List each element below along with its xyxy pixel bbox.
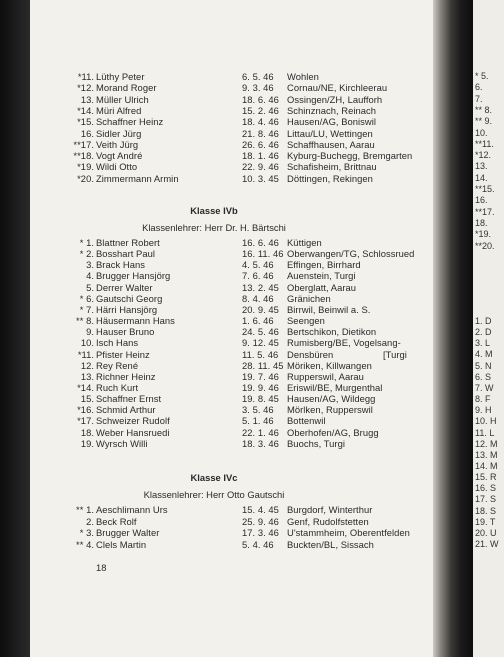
student-number: *14. <box>77 381 94 393</box>
student-number: *14. <box>77 104 94 116</box>
next-page-fragment: ** 9. <box>475 116 493 127</box>
student-hometown: Oberhofen/AG, Brugg <box>287 426 379 438</box>
student-hometown: Littau/LU, Wettingen <box>287 127 373 139</box>
student-hometown: Küttigen <box>287 237 322 248</box>
student-name: Zimmermann Armin <box>96 172 179 184</box>
student-number: ** 4. <box>76 538 94 550</box>
student-name: Clels Martin <box>96 538 147 550</box>
student-hometown: Gränichen <box>287 292 331 304</box>
next-page-fragment: *12. <box>475 150 492 161</box>
student-birthdate: 17. 3. 46 <box>242 527 279 538</box>
student-hometown: Kyburg-Buchegg, Bremgarten <box>287 150 413 162</box>
next-page-edge <box>473 0 504 657</box>
student-birthdate: 18. 6. 46 <box>242 93 279 105</box>
student-hometown: U'stammheim, Oberentfelden <box>287 527 410 538</box>
student-birthdate: 15. 2. 46 <box>242 104 279 116</box>
next-page-fragment: 4. M <box>475 349 493 360</box>
student-birthdate: 13. 2. 45 <box>242 281 279 293</box>
student-birthdate: 9. 3. 46 <box>242 82 274 94</box>
student-number: **18. <box>73 150 94 162</box>
next-page-fragment: 12. M <box>475 438 498 449</box>
student-hometown: Möriken, Killwangen <box>287 359 372 371</box>
student-number: * 2. <box>79 248 94 260</box>
student-hometown: Birrwil, Beinwil a. S. <box>287 303 371 315</box>
student-number: 19. <box>80 437 94 449</box>
next-page-fragment: 6. S <box>475 371 492 382</box>
student-name: Isch Hans <box>96 337 139 349</box>
next-page-fragment: 8. F <box>475 394 491 405</box>
next-page-fragment: **20. <box>475 240 495 251</box>
student-birthdate: 10. 3. 45 <box>242 172 279 184</box>
student-name: Richner Heinz <box>96 370 156 382</box>
student-name: Rey René <box>96 359 139 371</box>
student-birthdate: 18. 4. 46 <box>242 116 279 128</box>
student-hometown: Ossingen/ZH, Laufforh <box>287 93 383 105</box>
student-name: Schaffner Ernst <box>96 393 162 405</box>
student-birthdate: 5. 4. 46 <box>242 538 274 550</box>
student-hometown: Buochs, Turgi <box>287 437 345 449</box>
next-page-fragment: **11. <box>475 138 494 149</box>
next-page-fragment: *19. <box>475 229 492 240</box>
student-name: Müri Alfred <box>96 104 142 116</box>
next-page-fragment: 13. M <box>475 449 498 460</box>
next-page-fragment: 6. <box>475 82 483 93</box>
student-number: 10. <box>80 337 94 349</box>
student-name: Veith Jürg <box>96 138 139 150</box>
student-number: ** 1. <box>76 504 94 515</box>
student-birthdate: 9. 12. 45 <box>242 337 279 349</box>
student-name: Wildi Otto <box>96 161 138 173</box>
student-number: 18. <box>80 426 94 438</box>
student-name: Weber Hansruedi <box>96 426 170 438</box>
book-page <box>30 0 433 657</box>
student-name: Brugger Hansjörg <box>96 270 171 282</box>
student-birthdate: 5. 1. 46 <box>242 415 274 427</box>
student-number: *11. <box>77 348 94 360</box>
student-hometown: Densbüren <box>287 348 334 360</box>
next-page-fragment: 7. W <box>475 382 494 393</box>
student-birthdate: 7. 6. 46 <box>242 270 274 282</box>
class-heading-ivc: Klasse IVc <box>190 472 238 483</box>
student-birthdate: 16. 6. 46 <box>242 237 279 248</box>
next-page-fragment: * 5. <box>475 71 489 81</box>
student-hometown: Schafisheim, Brittnau <box>287 161 377 173</box>
student-hometown: Bertschikon, Dietikon <box>287 326 377 338</box>
student-number: *15. <box>77 116 94 128</box>
student-name: Hauser Bruno <box>96 326 155 338</box>
book-spine-edge <box>0 0 30 657</box>
student-birthdate: 15. 4. 45 <box>242 504 279 515</box>
student-number: *11. <box>77 71 94 82</box>
next-page-fragment: 13. <box>475 161 488 172</box>
student-name: Ruch Kurt <box>96 381 139 393</box>
next-page-fragment: ** 8. <box>475 104 493 115</box>
next-page-fragment: **15. <box>475 184 495 194</box>
student-number: *20. <box>77 172 94 184</box>
student-name: Schweizer Rudolf <box>96 415 170 427</box>
student-name: Lüthy Peter <box>96 71 145 82</box>
student-name: Blattner Robert <box>96 237 160 248</box>
student-hometown: Rupperswil, Aarau <box>287 370 364 382</box>
student-hometown: Genf, Rudolfstetten <box>287 515 369 527</box>
student-hometown: Cornau/NE, Kirchleerau <box>287 82 388 94</box>
student-name: Morand Roger <box>96 82 157 94</box>
student-birthdate: 25. 9. 46 <box>242 515 279 527</box>
student-hometown: Wohlen <box>287 71 319 82</box>
student-name: Schaffner Heinz <box>96 116 164 128</box>
next-page-fragment: 11. L <box>475 427 495 438</box>
class-teacher-ivc: Klassenlehrer: Herr Otto Gautschi <box>143 489 285 500</box>
next-page-fragment: 20. U <box>475 527 497 538</box>
student-number: 16. <box>80 127 94 139</box>
student-name: Müller Ulrich <box>96 93 149 105</box>
student-number: ** 8. <box>76 315 94 327</box>
student-name: Bosshart Paul <box>96 248 156 260</box>
student-number: 2. <box>86 515 94 527</box>
student-name: Aeschlimann Urs <box>96 504 168 515</box>
next-page-fragment: 15. R <box>475 472 497 483</box>
next-page-fragment: 7. <box>475 93 483 104</box>
student-hometown: Hausen/AG, Wildegg <box>287 393 376 405</box>
student-number: 4. <box>86 270 94 282</box>
student-number: 5. <box>86 281 94 293</box>
student-birthdate: 19. 7. 46 <box>242 370 279 382</box>
student-name: Beck Rolf <box>96 515 137 527</box>
student-name: Derrer Walter <box>96 281 153 293</box>
student-hometown-continuation: [Turgi <box>383 348 407 360</box>
next-page-fragment: 3. L <box>475 338 491 349</box>
student-birthdate: 20. 9. 45 <box>242 303 279 315</box>
student-number: * 3. <box>79 527 94 538</box>
student-birthdate: 26. 6. 46 <box>242 138 279 150</box>
next-page-fragment: 16. S <box>475 483 497 494</box>
next-page-fragment: 1. D <box>475 316 492 326</box>
student-birthdate: 22. 9. 46 <box>242 161 279 173</box>
student-hometown: Auenstein, Turgi <box>287 270 356 282</box>
student-name: Sidler Jürg <box>96 127 142 139</box>
next-page-fragment: 18. S <box>475 505 497 516</box>
student-number: * 7. <box>79 303 94 315</box>
next-page-fragment: 14. M <box>475 460 498 471</box>
student-number: 13. <box>80 93 94 105</box>
student-hometown: Oberwangen/TG, Schlossrued <box>287 248 415 260</box>
student-birthdate: 4. 5. 46 <box>242 259 274 271</box>
next-page-fragment: 5. N <box>475 360 492 371</box>
student-name: Häusermann Hans <box>96 315 175 327</box>
student-name: Pfister Heinz <box>96 348 150 360</box>
next-page-fragment: **17. <box>475 206 495 217</box>
student-hometown: Döttingen, Rekingen <box>287 172 373 184</box>
student-number: *19. <box>77 161 94 173</box>
page-number: 18 <box>96 562 107 573</box>
student-name: Brugger Walter <box>96 527 160 538</box>
student-hometown: Schaffhausen, Aarau <box>287 138 375 150</box>
next-page-fragment: 9. H <box>475 405 492 416</box>
student-number: **17. <box>73 138 94 150</box>
student-birthdate: 21. 8. 46 <box>242 127 279 139</box>
student-hometown: Oberglatt, Aarau <box>287 281 357 293</box>
student-birthdate: 6. 5. 46 <box>242 71 274 82</box>
student-number: 9. <box>86 326 94 338</box>
next-page-fragment: 10. H <box>475 416 497 427</box>
student-birthdate: 24. 5. 46 <box>242 326 279 338</box>
student-hometown: Hausen/AG, Boniswil <box>287 116 377 128</box>
student-hometown: Rumisberg/BE, Vogelsang- <box>287 337 401 349</box>
student-hometown: Schinznach, Reinach <box>287 104 377 116</box>
student-name: Gautschi Georg <box>96 292 163 304</box>
next-page-fragment: 18. <box>475 217 488 228</box>
next-page-fragment: 16. <box>475 195 488 206</box>
next-page-fragment: 14. <box>475 172 488 183</box>
student-hometown: Bottenwil <box>287 415 326 427</box>
student-birthdate: 3. 5. 46 <box>242 404 274 416</box>
next-page-fragment: 17. S <box>475 494 497 505</box>
student-hometown: Buckten/BL, Sissach <box>287 538 374 550</box>
student-hometown: Seengen <box>287 315 325 327</box>
student-birthdate: 11. 5. 46 <box>242 348 279 360</box>
book-gutter-shadow <box>433 0 473 657</box>
student-number: 13. <box>80 370 94 382</box>
student-hometown: Mörlken, Rupperswil <box>287 404 373 416</box>
student-birthdate: 8. 4. 46 <box>242 292 274 304</box>
student-number: * 1. <box>79 237 94 248</box>
student-number: 3. <box>86 259 94 271</box>
student-number: *17. <box>77 415 94 427</box>
student-name: Wyrsch Willi <box>96 437 148 449</box>
student-name: Vogt André <box>96 150 143 162</box>
student-hometown: Effingen, Birrhard <box>287 259 361 271</box>
student-hometown: Eriswil/BE, Murgenthal <box>287 381 383 393</box>
next-page-fragment: 10. <box>475 127 488 138</box>
student-birthdate: 18. 3. 46 <box>242 437 279 449</box>
student-birthdate: 19. 8. 45 <box>242 393 279 405</box>
student-birthdate: 28. 11. 45 <box>242 359 284 371</box>
student-birthdate: 1. 6. 46 <box>242 315 274 327</box>
student-number: * 6. <box>79 292 94 304</box>
student-name: Härri Hansjörg <box>96 303 158 315</box>
next-page-fragment: 21. W <box>475 539 499 549</box>
student-number: *12. <box>77 82 94 94</box>
student-birthdate: 22. 1. 46 <box>242 426 279 438</box>
student-number: 12. <box>80 359 94 371</box>
class-heading-ivb: Klasse IVb <box>190 205 238 216</box>
student-birthdate: 19. 9. 46 <box>242 381 279 393</box>
student-birthdate: 18. 1. 46 <box>242 150 279 162</box>
class-teacher-ivb: Klassenlehrer: Herr Dr. H. Bärtschi <box>142 222 286 233</box>
student-number: *16. <box>77 404 94 416</box>
student-number: 15. <box>80 393 94 405</box>
next-page-fragment: 2. D <box>475 327 492 338</box>
student-birthdate: 16. 11. 46 <box>242 248 284 260</box>
next-page-fragment: 19. T <box>475 516 496 527</box>
student-name: Schmid Arthur <box>96 404 156 416</box>
student-hometown: Burgdorf, Winterthur <box>287 504 373 515</box>
student-name: Brack Hans <box>96 259 145 271</box>
